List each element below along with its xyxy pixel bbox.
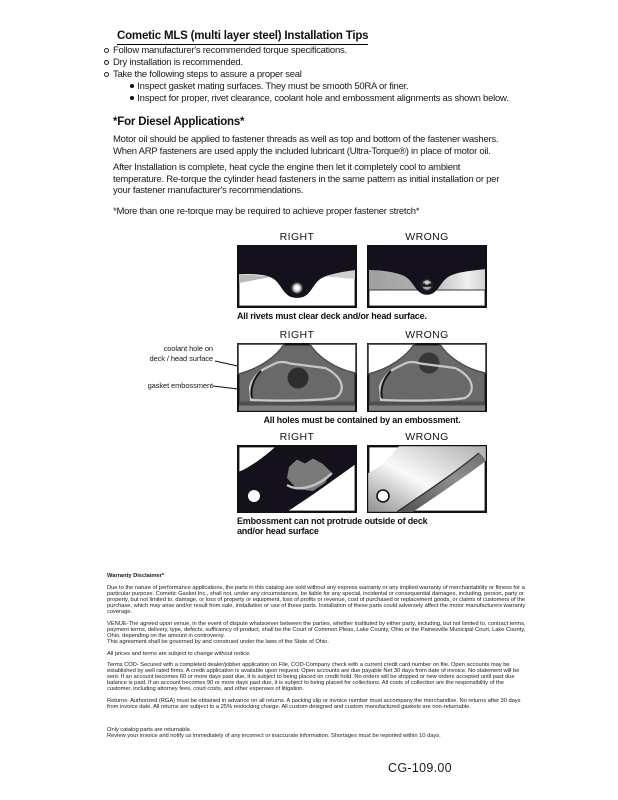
legal-paragraph-only: Only catalog parts are returnable. [107, 727, 192, 734]
rivet-clearance-right-diagram [237, 245, 357, 308]
legal-paragraph-terms: Terms COD- Secured with a completed dealer/jobber application on File, COD-Company check with a current credit card number on file. Open accounts may be established by well rated firms. A credit application is available upon request. Open accounts are due payable Net 30 days from date of invoice. No statement will be sent. If an account becomes 60 or more days past due, it is subject to being placed on credit hold. No orders will be shipped or new orders accepted until past due balance is paid. If an account becomes 90 or more days past due, it is subject to being placed for collections. All costs of collection are the responsibility of the customer, including attorney fees, court costs, and other expenses of litigation. [107, 662, 520, 693]
legal-paragraph-prices: All prices and terms are subject to change without notice. [107, 650, 251, 657]
warranty-disclaimer [107, 574, 528, 746]
row1-right-label: RIGHT [279, 231, 315, 243]
row3-wrong-label: WRONG [405, 431, 449, 443]
row2-wrong-label: WRONG [405, 329, 449, 341]
bullet-item [104, 57, 509, 69]
page-code: CG-109.00 [388, 761, 452, 775]
legal-paragraph-venue-group [107, 622, 528, 646]
row1-wrong-label: WRONG [405, 231, 449, 243]
bullet-text: Take the following steps to assure a proper seal [113, 69, 302, 80]
bullet-text: Follow manufacturer's recommended torque specifications. [113, 45, 347, 56]
embossment-protrusion-right-diagram [237, 445, 357, 513]
intro-bullet-list [104, 45, 509, 105]
bullet-item [104, 45, 509, 57]
sub-bullet-item [130, 81, 509, 93]
rivet-clearance-wrong-diagram [367, 245, 487, 308]
diesel-heading: *For Diesel Applications* [113, 116, 245, 128]
embossment-protrusion-wrong-diagram [367, 445, 487, 513]
legal-paragraph-venue: VENUE-The agreed upon venue, in the event of dispute whatsoever between the parties, whether instituted by either party, including, but not limited to, contract terms, payment terms, delivery, type, defects, sufficiency of product, shall be the Court of Common Pleas, Lake County, Ohio or the Painesville Municipal Court, Lake County, Ohio, depending on the amount in controversy. [107, 620, 526, 639]
coolant-hole-right-diagram [237, 343, 357, 412]
legal-paragraph-returns: Returns- Authorized (RGA) must be obtained in advance on all returns. A packing slip or invoice number must accompany the merchandise. No returns after 30 days from invoice date. All returns are subject to a 25% restocking charge. All custom designed and custom manufactured gaskets are non-returnable. [107, 698, 521, 711]
sub-bullet-text: Inspect for proper, rivet clearance, coolant hole and embossment alignments as shown below. [137, 93, 509, 104]
sub-bullet-text: Inspect gasket mating surfaces. They must be smooth 50RA or finer. [137, 81, 409, 92]
gasket-embossment-label: gasket embossment [147, 381, 213, 390]
row2-caption: All holes must be contained by an embossment. [263, 415, 461, 425]
row1-caption: All rivets must clear deck and/or head surface. [237, 311, 427, 321]
bullet-item [104, 69, 509, 81]
warranty-disclaimer-heading: Warranty Disclaimer* [107, 573, 165, 579]
coolant-hole-label: coolant hole on deck / head surface [149, 344, 213, 363]
row3-caption: Embossment can not protrude outside of deck and/or head surface [237, 516, 428, 536]
open-bullet-icon [104, 48, 109, 53]
bullet-text: Dry installation is recommended. [113, 57, 243, 68]
legal-paragraph-agreement: This agreement shall be governed by and construed under the laws of the State of Ohio. [107, 638, 329, 645]
legal-paragraph-returnable-group [107, 728, 528, 740]
row2-right-label: RIGHT [279, 329, 315, 341]
filled-bullet-icon [130, 84, 134, 88]
legal-paragraph-due: Due to the nature of performance applications, the parts in this catalog are sold without any express warranty or any implied warranty of merchantability or fitness for a particular purpose. Cometic Gasket Inc., shall not, under any circumstances, be liable for any special, incidental or consequential damages, including, person, party or property, but not limited to, damage, or loss of property or equipment, loss of profits or revenue, cost of purchased or replacement goods, or claims of customers of the purchase, which may arise and/or result from sale, installation or use of these parts. Installation of these parts could adversely affect the motor manufacturers warranty coverage. [107, 584, 526, 615]
page-title: Cometic MLS (multi layer steel) Installation Tips [117, 30, 368, 45]
filled-bullet-icon [130, 96, 134, 100]
diesel-note: *More than one re-torque may be required to achieve proper fastener stretch* [113, 206, 420, 217]
legal-paragraph-review: Review your invoice and notify us immediately of any incorrect or inaccurate information. Shortages must be reported within 10 days. [107, 733, 441, 740]
row3-right-label: RIGHT [279, 431, 315, 443]
diesel-paragraph-1: Motor oil should be applied to fastener threads as well as top and bottom of the fastener washers. When ARP fasteners are used apply the included lubricant (Ultra-Torque®) in place of motor oil. [113, 134, 499, 157]
open-bullet-icon [104, 60, 109, 65]
diesel-paragraph-2: After Installation is complete, heat cycle the engine then let it completely cool to ambient temperature. Re-torque the cylinder head fasteners in the same pattern as initial installation or per your fastener manufacturer's recommendations. [113, 162, 500, 197]
coolant-hole-wrong-diagram [367, 343, 487, 412]
open-bullet-icon [104, 72, 109, 77]
sub-bullet-item [130, 93, 509, 105]
